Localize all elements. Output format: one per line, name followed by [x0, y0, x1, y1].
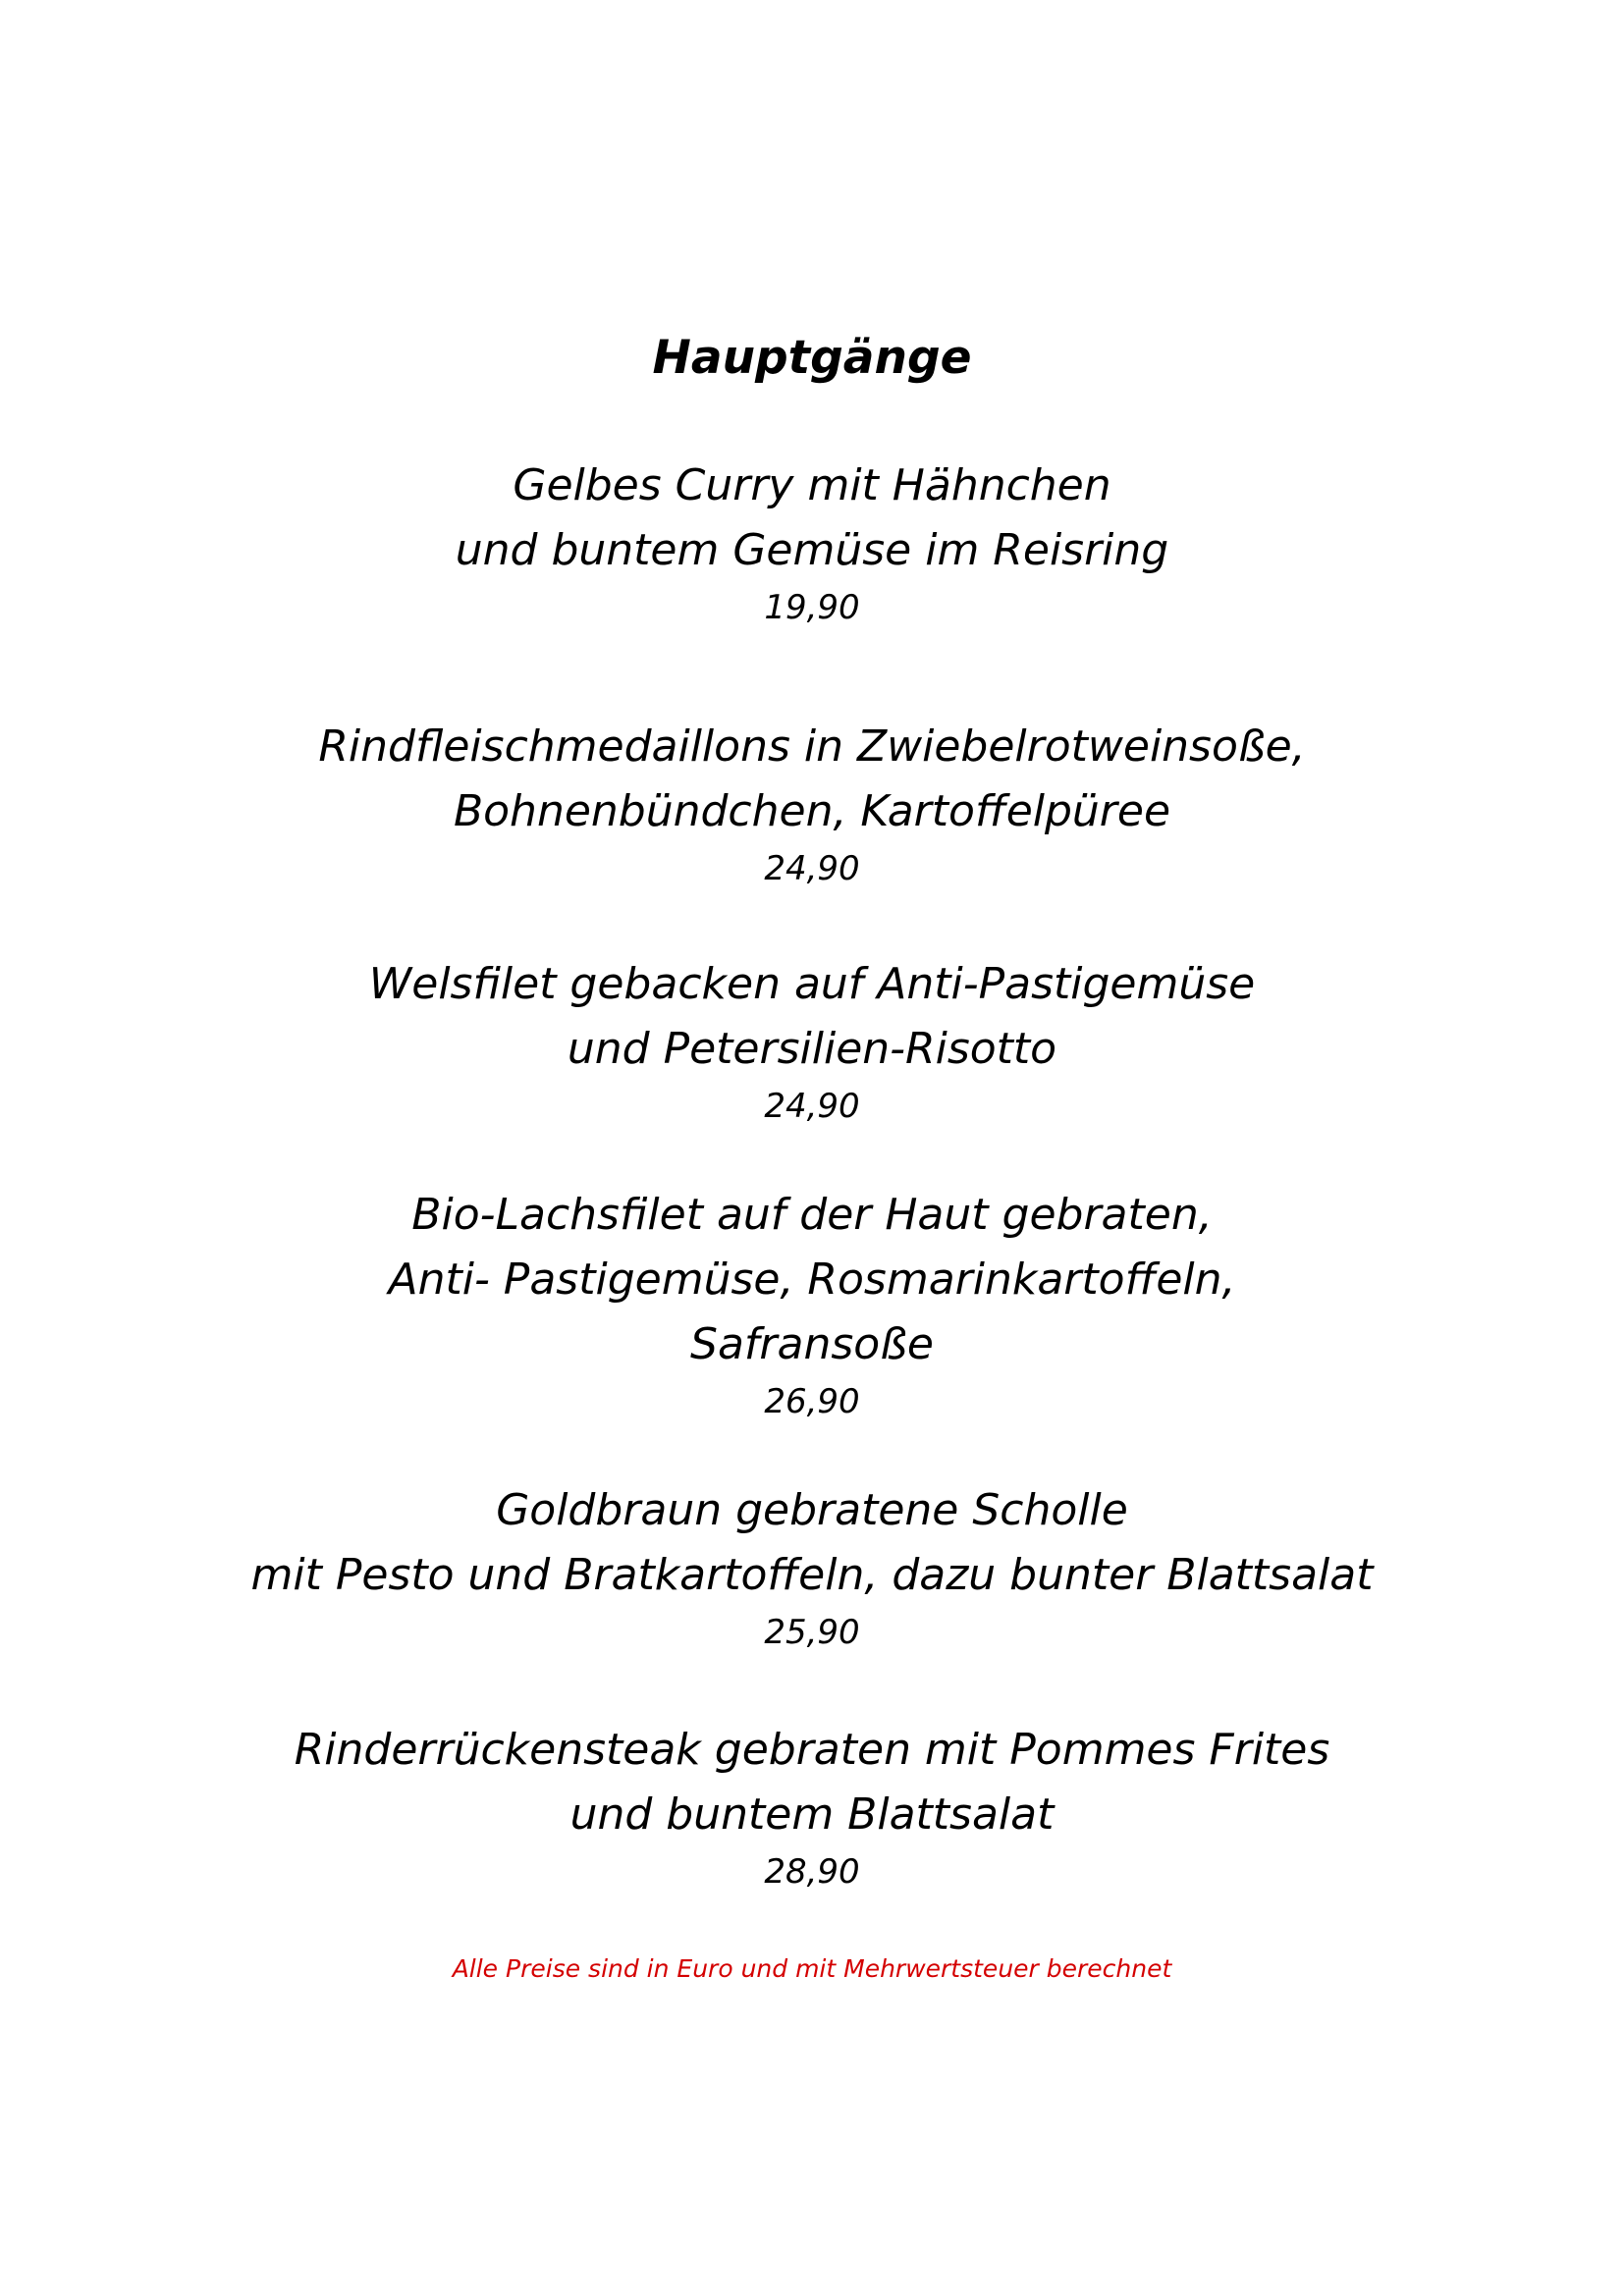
dish-6-price: 28,90 [764, 1852, 860, 1892]
menu-title: Hauptgänge [652, 331, 972, 385]
dish-4-price: 26,90 [764, 1382, 860, 1421]
dish-4-line-3: Safransoße [690, 1319, 934, 1369]
dish-6-line-2: und buntem Blattsalat [569, 1789, 1055, 1840]
dish-1-line-2: und buntem Gemüse im Reisring [455, 525, 1169, 575]
dish-5 [0, 1478, 1624, 1657]
dish-5-line-2: mit Pesto und Bratkartoffeln, dazu bunter Blattsalat [250, 1550, 1374, 1600]
dish-4-line-2: Anti- Pastigemüse, Rosmarinkartoffeln, [388, 1255, 1236, 1305]
dish-2-price: 24,90 [764, 849, 860, 888]
dish-5-line-1: Goldbraun gebratene Scholle [496, 1485, 1128, 1535]
dish-1-price: 19,90 [764, 588, 860, 627]
dish-3-line-2: und Petersilien-Risotto [567, 1024, 1057, 1074]
dish-1 [0, 454, 1624, 632]
dish-1-line-1: Gelbes Curry mit Hähnchen [513, 460, 1111, 510]
dish-5-price: 25,90 [764, 1613, 860, 1652]
dish-2-line-2: Bohnenbündchen, Kartoffelpüree [453, 786, 1171, 836]
dish-4-line-1: Bio-Lachsfilet auf der Haut gebraten, [411, 1190, 1213, 1240]
dish-3-line-1: Welsfilet gebacken auf Anti-Pastigemüse [368, 959, 1256, 1009]
dish-2 [0, 715, 1624, 893]
dish-3-price: 24,90 [764, 1087, 860, 1126]
dish-4 [0, 1183, 1624, 1426]
dish-2-line-1: Rindfleischmedaillons in Zwiebelrotweinsoße, [318, 721, 1306, 772]
price-note: Alle Preise sind in Euro und mit Mehrwertsteuer berechnet [452, 1954, 1172, 1983]
dish-6 [0, 1718, 1624, 1896]
dish-6-line-1: Rinderrückensteak gebraten mit Pommes Frites [294, 1725, 1330, 1775]
dish-3 [0, 952, 1624, 1131]
